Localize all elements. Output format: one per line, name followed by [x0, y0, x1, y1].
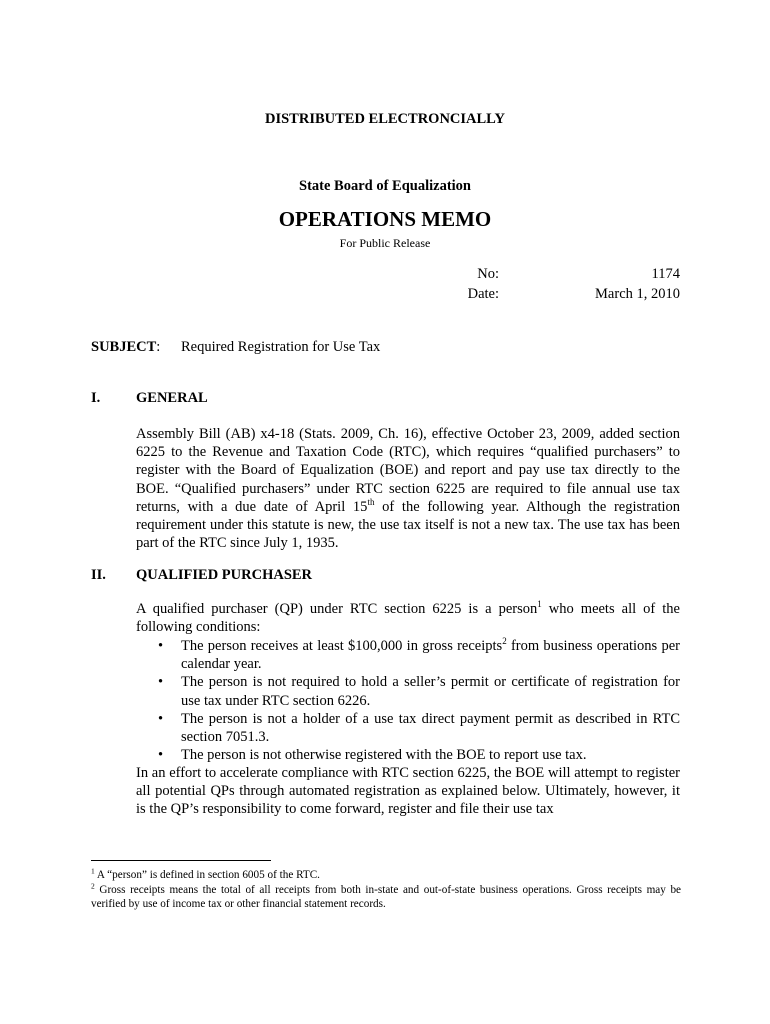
footnote-marker: 2	[91, 880, 95, 890]
footnote-marker: 1	[91, 866, 95, 876]
memo-date-value: March 1, 2010	[595, 286, 680, 302]
section-2-number: II.	[91, 567, 106, 583]
bullet-icon: •	[158, 674, 164, 691]
section-2-heading: QUALIFIED PURCHASER	[136, 567, 313, 583]
footnote-2	[91, 880, 681, 912]
list-item-text: The person is not required to hold a seller’s permit or certificate of registration for use tax under RTC section 6226.	[181, 674, 680, 709]
footnote-ref-1: 1	[537, 599, 542, 610]
footnote-text: Gross receipts means the total of all receipts from both in-state and out-of-state business operations. Gross receipts may be verified by use of income tax or other financial statement records.	[91, 883, 681, 910]
subject-label-colon: :	[156, 339, 161, 355]
list-item-text: The person receives at least $100,000 in gross receipts	[181, 638, 503, 654]
bullet-icon: •	[158, 638, 164, 654]
bullet-icon: •	[158, 747, 164, 764]
list-item-text: The person is not otherwise registered with the BOE to report use tax.	[181, 747, 587, 764]
footnote-ref-2: 2	[502, 636, 507, 647]
footnote-divider	[91, 860, 271, 861]
list-item-text-cont: from business operations per calendar year.	[181, 638, 680, 673]
list-item-text: The person is not a holder of a use tax direct payment permit as described in RTC section 7051.3.	[181, 710, 680, 746]
footnote-1	[91, 868, 681, 883]
section-1-heading: GENERAL	[136, 390, 208, 406]
intro-text: A qualified purchaser (QP) under RTC section 6225 is a person	[136, 601, 538, 617]
intro-text-cont: who meets all of the following conditions:	[136, 601, 680, 636]
memo-number-value: 1174	[651, 266, 680, 282]
section-1-number: I.	[91, 390, 101, 406]
conditions-list	[136, 637, 680, 764]
list-item	[136, 710, 680, 746]
list-item	[136, 637, 680, 673]
page-title: OPERATIONS MEMO	[278, 207, 492, 231]
bullet-icon: •	[158, 710, 164, 727]
release-note: For Public Release	[339, 236, 431, 250]
memo-date-label: Date:	[467, 286, 499, 302]
subject-text: Required Registration for Use Tax	[181, 339, 381, 355]
list-item	[136, 746, 680, 764]
qualified-purchaser-intro	[136, 600, 680, 636]
compliance-paragraph: In an effort to accelerate compliance with RTC section 6225, the BOE will attempt to register all potential QPs through automated registration as explained below. Ultimately, however, it is the QP’s responsibility to come forward, register and file their use tax	[136, 765, 680, 818]
agency-name: State Board of Equalization	[299, 178, 471, 194]
footnote-text: A “person” is defined in section 6005 of the RTC.	[94, 869, 320, 881]
general-paragraph-text: Assembly Bill (AB) x4-18 (Stats. 2009, Ch. 16), effective October 23, 2009, added section 6225 to the Revenue and Taxation Code (RTC), which requires “qualified purchasers” to register with the Board of Equalization (BOE) and report and pay use tax directly to the BOE. “Qualified purchasers” under RTC section 6225 are required to file annual use tax returns, with a due date of April 15	[136, 426, 680, 515]
list-item	[136, 673, 680, 709]
general-paragraph	[136, 425, 680, 552]
distribution-line: DISTRIBUTED ELECTRONCIALLY	[265, 111, 505, 127]
footnotes	[91, 868, 681, 912]
general-paragraph-text-cont: of the following year. Although the registration requirement under this statute is new, the use tax itself is not a new tax. The use tax has been part of the RTC since July 1, 1935.	[136, 498, 680, 552]
superscript-th: th	[367, 496, 375, 507]
subject-label-text: SUBJECT	[91, 339, 157, 355]
memo-number-label: No:	[477, 266, 499, 282]
subject-label	[91, 338, 160, 356]
